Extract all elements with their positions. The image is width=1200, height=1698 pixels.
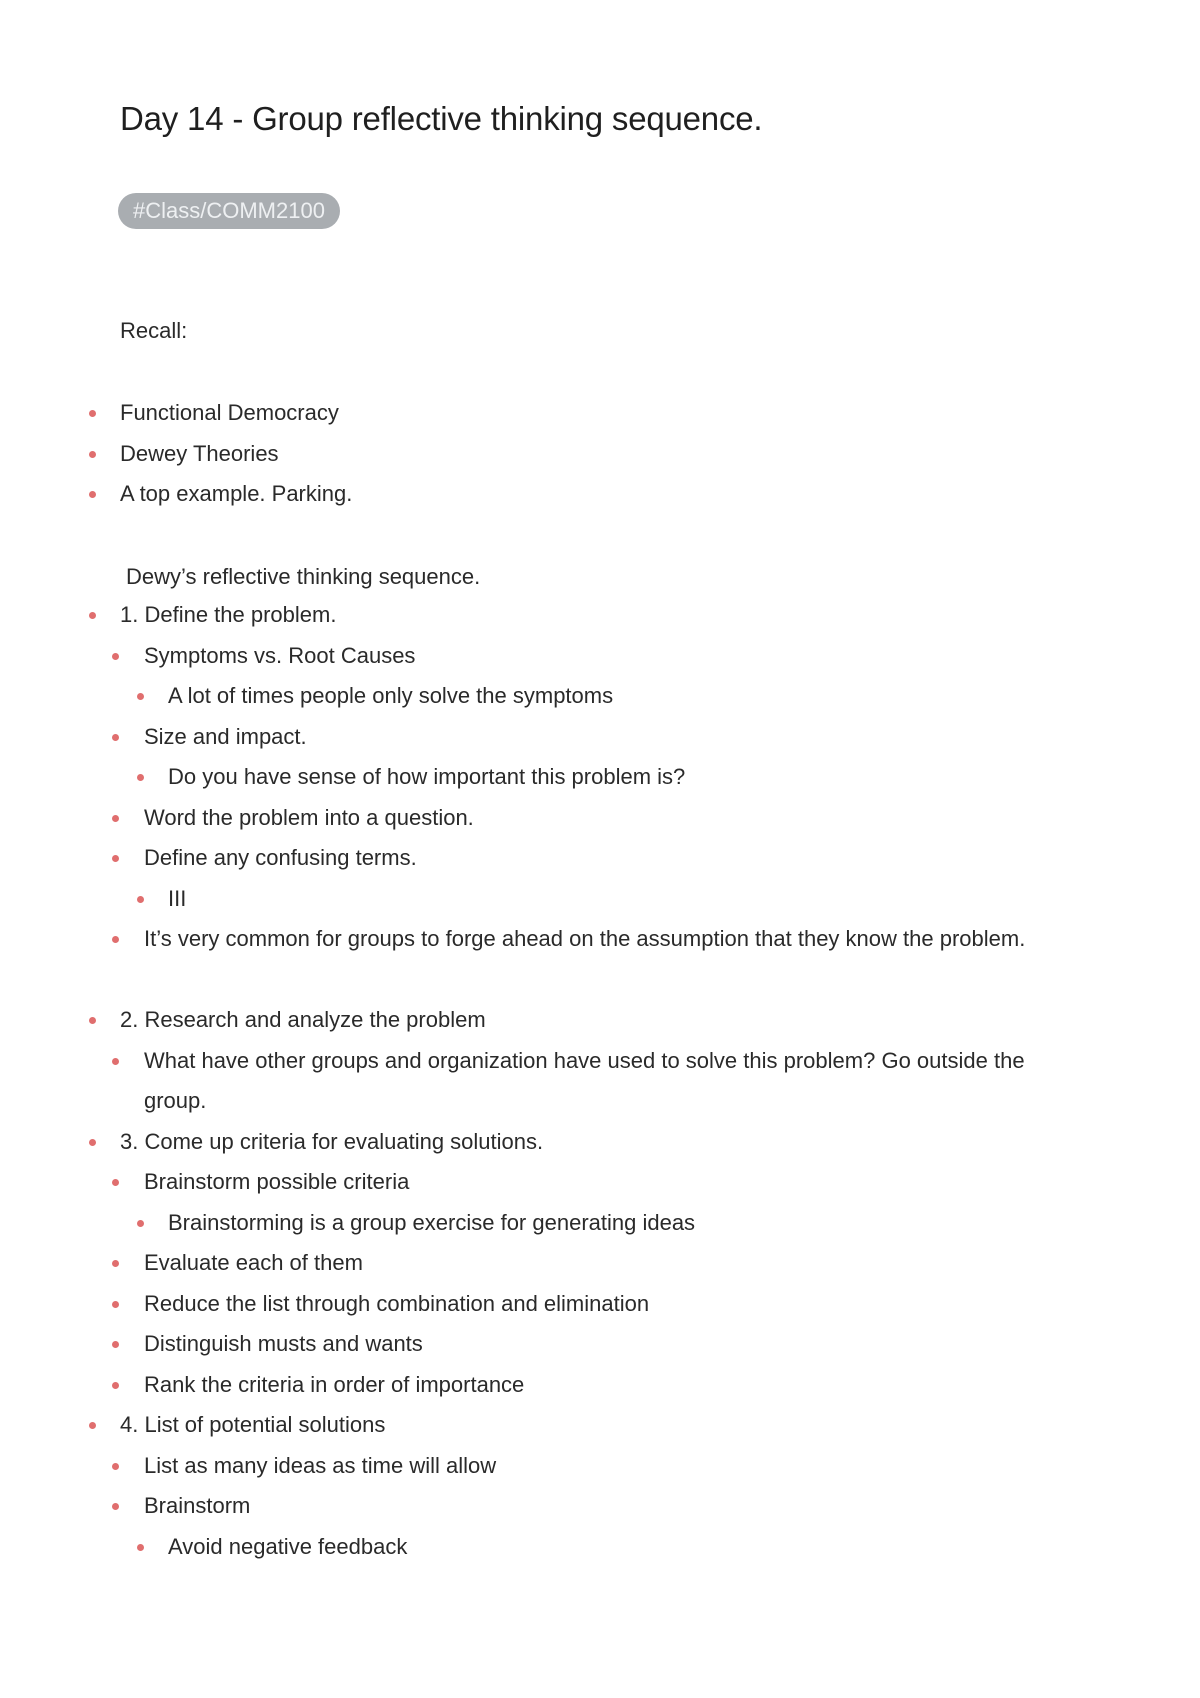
list-item: Rank the criteria in order of importance	[144, 1371, 525, 1397]
bullet-dot	[137, 693, 144, 700]
list-item: Reduce the list through combination and elimination	[144, 1290, 650, 1316]
bullet-dot	[89, 1422, 96, 1429]
list-item: Brainstorming is a group exercise for generating ideas	[168, 1209, 696, 1235]
class-tag[interactable]: #Class/COMM2100	[118, 193, 340, 229]
list-item: It’s very common for groups to forge ahead on the assumption that they know the problem.	[144, 926, 1026, 951]
bullet-dot	[89, 1017, 96, 1024]
list-item: Brainstorm possible criteria	[144, 1169, 410, 1194]
list-item: Functional Democracy	[120, 400, 339, 425]
list-item: 2. Research and analyze the problem	[120, 1007, 486, 1032]
bullet-dot	[112, 1503, 119, 1510]
sequence-heading: Dewy’s reflective thinking sequence.	[126, 564, 481, 589]
list-item: 1. Define the problem.	[120, 602, 337, 627]
bullet-dot	[112, 815, 119, 822]
bullet-dot	[112, 1179, 119, 1186]
recall-label: Recall:	[120, 318, 188, 343]
list-item: A lot of times people only solve the symptoms	[168, 683, 614, 708]
bullet-dot	[137, 1220, 144, 1227]
list-item: Dewey Theories	[120, 440, 279, 466]
bullet-dot	[137, 774, 144, 781]
bullet-dot	[112, 1463, 119, 1470]
list-item: Word the problem into a question.	[144, 804, 474, 830]
list-item: Evaluate each of them	[144, 1250, 363, 1275]
bullet-dot	[112, 1301, 119, 1308]
bullet-dot	[89, 451, 96, 458]
list-item: Size and impact.	[144, 723, 307, 749]
list-item: Symptoms vs. Root Causes	[144, 642, 416, 668]
list-item: Do you have sense of how important this problem is?	[168, 764, 686, 789]
list-item: III	[168, 885, 187, 911]
list-item: Avoid negative feedback	[168, 1533, 408, 1559]
list-item: Define any confusing terms.	[144, 845, 417, 870]
bullet-dot	[89, 410, 96, 417]
list-item: Brainstorm	[144, 1493, 251, 1518]
list-item: What have other groups and organization have used to solve this problem? Go outside the group.	[144, 1047, 1025, 1113]
bullet-dot	[137, 896, 144, 903]
bullet-dot	[112, 734, 119, 741]
list-item: A top example. Parking.	[120, 481, 353, 506]
bullet-dot	[112, 1058, 119, 1065]
list-item: Distinguish musts and wants	[144, 1331, 423, 1356]
list-item: 3. Come up criteria for evaluating solutions.	[120, 1128, 544, 1154]
bullet-dot	[89, 612, 96, 619]
bullet-dot	[89, 1139, 96, 1146]
bullet-dot	[112, 1260, 119, 1267]
bullet-dot	[112, 855, 119, 862]
bullet-dot	[112, 653, 119, 660]
bullet-dot	[137, 1544, 144, 1551]
bullet-dot	[89, 491, 96, 498]
page-title: Day 14 - Group reflective thinking sequence.	[120, 100, 763, 137]
bullet-dot	[112, 936, 119, 943]
bullet-dot	[112, 1341, 119, 1348]
bullet-dot	[112, 1382, 119, 1389]
list-item: 4. List of potential solutions	[120, 1412, 386, 1437]
list-item: List as many ideas as time will allow	[144, 1452, 497, 1478]
